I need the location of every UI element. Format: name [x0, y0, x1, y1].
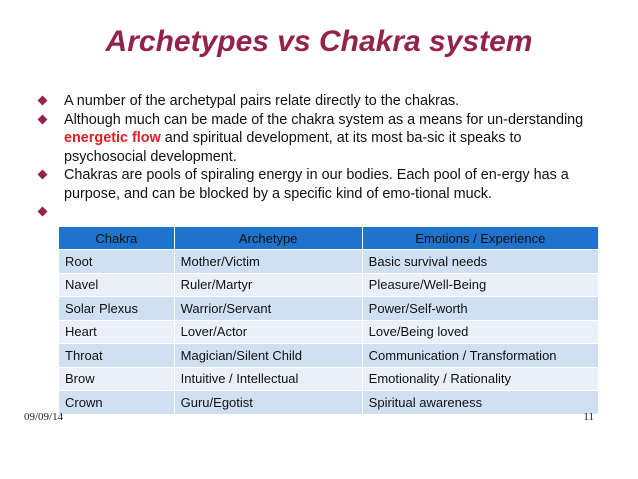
table-cell: Magician/Silent Child: [174, 344, 362, 368]
table-cell: Root: [59, 250, 175, 274]
table-cell: Communication / Transformation: [362, 344, 598, 368]
bullet-text: Although much can be made of the chakra system as a means for un-derstanding: [64, 111, 584, 128]
table-cell: Warrior/Servant: [174, 297, 362, 321]
table-cell: Ruler/Martyr: [174, 273, 362, 297]
bullet-text: Chakras are pools of spiraling energy in our bodies. Each pool of en-ergy has a purpose, and can be blocked by a specific kind of emo-tional muck.: [64, 167, 569, 202]
table-header-row: [59, 227, 599, 250]
slide-title: Archetypes vs Chakra system: [105, 25, 533, 58]
bullet-item: [38, 111, 593, 167]
table-cell: Mother/Victim: [174, 250, 362, 274]
table-cell: Pleasure/Well-Being: [362, 273, 598, 297]
diamond-bullet-icon: [38, 170, 48, 180]
column-header: Emotions / Experience: [362, 227, 598, 250]
table-cell: Intuitive / Intellectual: [174, 367, 362, 391]
table-cell: Love/Being loved: [362, 320, 598, 344]
bullet-item: [38, 166, 593, 203]
table-cell: Navel: [59, 273, 175, 297]
table-row: [59, 320, 599, 344]
page-number: 11: [583, 411, 594, 423]
table-cell: Guru/Egotist: [174, 391, 362, 415]
table-cell: Power/Self-worth: [362, 297, 598, 321]
diamond-bullet-icon: [38, 114, 48, 124]
table-row: [59, 297, 599, 321]
bullet-item: [38, 92, 593, 111]
chakra-table: [58, 226, 599, 415]
diamond-bullet-icon: [38, 96, 48, 106]
footer-date: 09/09/14: [24, 411, 64, 423]
bullet-item: [38, 203, 593, 221]
table-cell: Basic survival needs: [362, 250, 598, 274]
table-row: [59, 344, 599, 368]
table-cell: Throat: [59, 344, 175, 368]
highlight-text: energetic flow: [64, 130, 161, 146]
table-cell: Emotionality / Rationality: [362, 367, 598, 391]
table-row: [59, 391, 599, 415]
table-row: [59, 367, 599, 391]
table-cell: Lover/Actor: [174, 320, 362, 344]
table-cell: Solar Plexus: [59, 297, 175, 321]
table-cell: Brow: [59, 367, 175, 391]
table-row: [59, 273, 599, 297]
table-row: [59, 250, 599, 274]
diamond-bullet-icon: [38, 207, 48, 217]
table-cell: Heart: [59, 320, 175, 344]
bullet-text: and spiritual development, at its most ba-sic it speaks to psychosocial development.: [64, 130, 522, 165]
bullet-list: [38, 92, 593, 221]
bullet-text: A number of the archetypal pairs relate directly to the chakras.: [64, 93, 460, 109]
column-header: Chakra: [59, 227, 175, 250]
column-header: Archetype: [174, 227, 362, 250]
table-cell: Crown: [59, 391, 175, 415]
table-cell: Spiritual awareness: [362, 391, 598, 415]
